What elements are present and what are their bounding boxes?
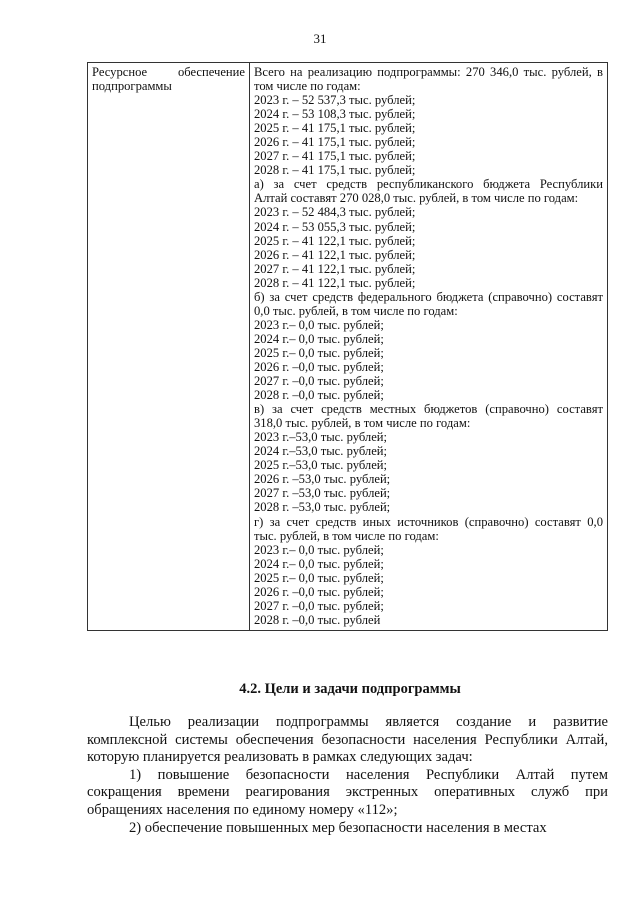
table-row (88, 63, 608, 631)
funding-line: в) за счет средств местных бюджетов (справочно) составят (254, 402, 603, 417)
funding-line: 2026 г. – 41 175,1 тыс. рублей; (254, 135, 416, 150)
funding-line: 2028 г. –53,0 тыс. рублей; (254, 500, 391, 515)
body-text (87, 714, 608, 837)
section-title: 4.2. Цели и задачи подпрограммы (239, 681, 461, 697)
funding-line: 2026 г. –0,0 тыс. рублей; (254, 584, 384, 599)
funding-line: 2023 г.– 0,0 тыс. рублей; (254, 317, 384, 332)
paragraph: 1) повышение безопасности населения Республики Алтай путем сокращения времени реагирования экстренных оперативных служб при обращениях населения по единому номеру «112»; (87, 766, 608, 818)
funding-line: 2023 г. – 52 537,3 тыс. рублей; (254, 93, 416, 108)
funding-line: 2024 г.–53,0 тыс. рублей; (254, 444, 388, 459)
funding-line: 2028 г. –0,0 тыс. рублей; (254, 388, 384, 403)
funding-line: б) за счет средств федерального бюджета (справочно) составят (254, 289, 603, 304)
funding-line: 2027 г. –53,0 тыс. рублей; (254, 486, 391, 501)
funding-line: 2025 г.– 0,0 тыс. рублей; (254, 570, 384, 585)
page-number: 31 (313, 31, 327, 46)
funding-line: 2028 г. – 41 175,1 тыс. рублей; (254, 163, 416, 178)
funding-line: а) за счет средств республиканского бюджета Республики (254, 177, 603, 192)
funding-line: 2023 г.– 0,0 тыс. рублей; (254, 542, 384, 557)
row-label: Ресурсное обеспечение подпрограммы (92, 65, 245, 94)
funding-line: 2025 г.– 0,0 тыс. рублей; (254, 345, 384, 360)
funding-line: 2027 г. –0,0 тыс. рублей; (254, 374, 384, 389)
funding-line: 2025 г.–53,0 тыс. рублей; (254, 458, 388, 473)
funding-line: г) за счет средств иных источников (справочно) составят 0,0 (254, 514, 603, 529)
funding-line: 2024 г.– 0,0 тыс. рублей; (254, 556, 384, 571)
funding-line: 318,0 тыс. рублей, в том числе по годам: (254, 416, 471, 431)
row-label-cell (88, 63, 250, 631)
paragraph: 2) обеспечение повышенных мер безопасности населения в местах (129, 819, 547, 836)
paragraph: Целью реализации подпрограммы является создание и развитие комплексной системы обеспечения безопасности населения Республики Алтай, которую планируется реализовать в рамках следующих задач: (87, 714, 608, 766)
funding-line: 2028 г. – 41 122,1 тыс. рублей; (254, 275, 416, 290)
funding-line: 2023 г.–53,0 тыс. рублей; (254, 430, 388, 445)
funding-line: 2023 г. – 52 484,3 тыс. рублей; (254, 205, 416, 220)
funding-line: тыс. рублей, в том числе по годам: (254, 528, 439, 543)
funding-line: Алтай составят 270 028,0 тыс. рублей, в том числе по годам: (254, 191, 579, 206)
funding-line: Всего на реализацию подпрограммы: 270 346,0 тыс. рублей, в (254, 65, 603, 79)
funding-line: 2027 г. –0,0 тыс. рублей; (254, 598, 384, 613)
funding-line: 2025 г. – 41 175,1 тыс. рублей; (254, 121, 416, 136)
funding-line: 2025 г. – 41 122,1 тыс. рублей; (254, 233, 416, 248)
funding-line: 2024 г.– 0,0 тыс. рублей; (254, 331, 384, 346)
funding-line: 2026 г. –53,0 тыс. рублей; (254, 472, 391, 487)
funding-line: 2027 г. – 41 122,1 тыс. рублей; (254, 261, 416, 276)
resource-table (87, 62, 608, 631)
funding-line: 2026 г. – 41 122,1 тыс. рублей; (254, 247, 416, 262)
funding-line: 2027 г. – 41 175,1 тыс. рублей; (254, 149, 416, 164)
row-value-cell (250, 63, 608, 631)
funding-line: 2024 г. – 53 108,3 тыс. рублей; (254, 107, 416, 122)
funding-line: 0,0 тыс. рублей, в том числе по годам: (254, 303, 458, 318)
funding-line: том числе по годам: (254, 79, 361, 94)
funding-line: 2026 г. –0,0 тыс. рублей; (254, 359, 384, 374)
funding-line: 2028 г. –0,0 тыс. рублей (254, 612, 381, 627)
funding-line: 2024 г. – 53 055,3 тыс. рублей; (254, 219, 416, 234)
